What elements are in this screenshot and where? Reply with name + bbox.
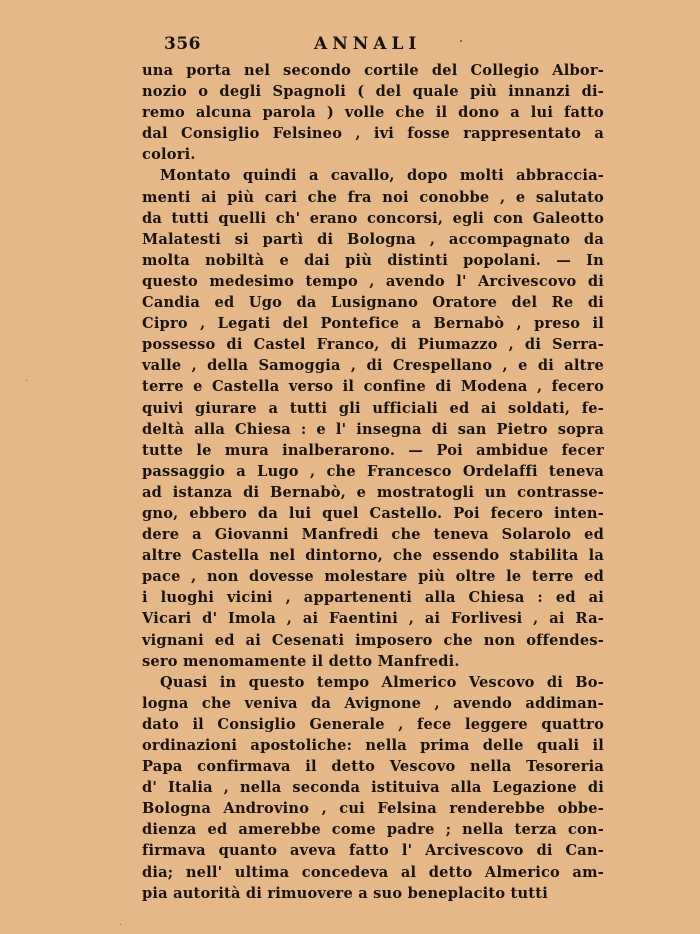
text-line: valle , della Samoggia , di Crespellano , e di altre: [142, 357, 604, 375]
text-line: dato il Consiglio Generale , fece leggere quattro: [142, 715, 604, 733]
text-line: altre Castella nel dintorno, che essendo stabilita la: [142, 547, 604, 565]
text-line: firmava quanto aveva fatto l' Arcivescovo di Can-: [142, 842, 604, 860]
paragraph: [142, 60, 604, 165]
text-line: quivi giurare a tutti gli ufficiali ed ai soldati, fe-: [142, 399, 604, 417]
text-line: vignani ed ai Cesenati imposero che non offendes-: [142, 631, 604, 649]
text-line: Cipro , Legati del Pontefice a Bernabò , preso il: [142, 315, 604, 333]
text-line: Vicari d' Imola , ai Faentini , ai Forlivesi , ai Ra-: [142, 610, 604, 628]
text-line: pia autorità di rimuovere a suo beneplacito tutti: [142, 884, 548, 902]
text-line: molta nobiltà e dai più distinti popolani. — In: [142, 251, 604, 269]
text-line: colori.: [142, 146, 196, 164]
text-line: d' Italia , nella seconda istituiva alla Legazione di: [142, 779, 604, 797]
text-line: gno, ebbero da lui quel Castello. Poi fecero inten-: [142, 504, 604, 522]
page-header: [142, 30, 604, 60]
text-line: nozio o degli Spagnoli ( del quale più innanzi di-: [142, 83, 604, 101]
text-line: Papa confirmava il detto Vescovo nella Tesoreria: [142, 758, 604, 776]
text-line: Malatesti si partì di Bologna , accompagnato da: [142, 230, 604, 248]
body-text: [142, 60, 604, 904]
text-line: ordinazioni apostoliche: nella prima delle quali il: [142, 737, 604, 754]
text-line: menti ai più cari che fra noi conobbe , e salutato: [142, 188, 604, 206]
text-line: logna che veniva da Avignone , avendo addiman-: [142, 694, 604, 712]
text-line: dia; nell' ultima concedeva al detto Almerico am-: [142, 863, 604, 881]
text-line: pace , non dovesse molestare più oltre le terre ed: [142, 568, 604, 586]
text-line: dere a Giovanni Manfredi che teneva Solarolo ed: [142, 526, 604, 544]
text-line: Montato quindi a cavallo, dopo molti abbraccia-: [160, 167, 604, 185]
text-line: i luoghi vicini , appartenenti alla Chiesa : ed ai: [142, 589, 604, 607]
text-line: dienza ed amerebbe come padre ; nella terza con-: [142, 821, 604, 839]
print-speck: [460, 40, 462, 42]
running-title: ANNALI: [314, 34, 422, 54]
text-line: terre e Castella verso il confine di Modena , fecero: [142, 378, 604, 396]
text-line: dal Consiglio Felsineo , ivi fosse rappresentato a: [142, 125, 604, 143]
text-line: sero menomamente il detto Manfredi.: [142, 652, 460, 670]
text-line: una porta nel secondo cortile del Collegio Albor-: [142, 62, 604, 79]
text-line: remo alcuna parola ) volle che il dono a lui fatto: [142, 104, 604, 122]
text-line: deltà alla Chiesa : e l' insegna di san Pietro sopra: [142, 420, 604, 438]
print-speck: [26, 380, 27, 381]
text-line: da tutti quelli ch' erano concorsi, egli con Galeotto: [142, 209, 604, 227]
text-line: tutte le mura inalberarono. — Poi ambidue fecer: [142, 441, 604, 459]
text-line: questo medesimo tempo , avendo l' Arcivescovo di: [142, 272, 604, 290]
paragraph: [142, 672, 604, 904]
text-line: Bologna Androvino , cui Felsina renderebbe obbe-: [142, 800, 604, 818]
text-line: Quasi in questo tempo Almerico Vescovo di Bo-: [160, 673, 604, 691]
print-speck: [120, 924, 121, 925]
text-line: possesso di Castel Franco, di Piumazzo , di Serra-: [142, 336, 604, 354]
page-number: 356: [164, 34, 201, 54]
paragraph: [142, 165, 604, 671]
text-line: passaggio a Lugo , che Francesco Ordelaffi teneva: [142, 462, 604, 480]
book-page: [142, 30, 604, 904]
text-line: Candia ed Ugo da Lusignano Oratore del Re di: [142, 294, 604, 312]
text-line: ad istanza di Bernabò, e mostratogli un contrasse-: [142, 483, 604, 501]
